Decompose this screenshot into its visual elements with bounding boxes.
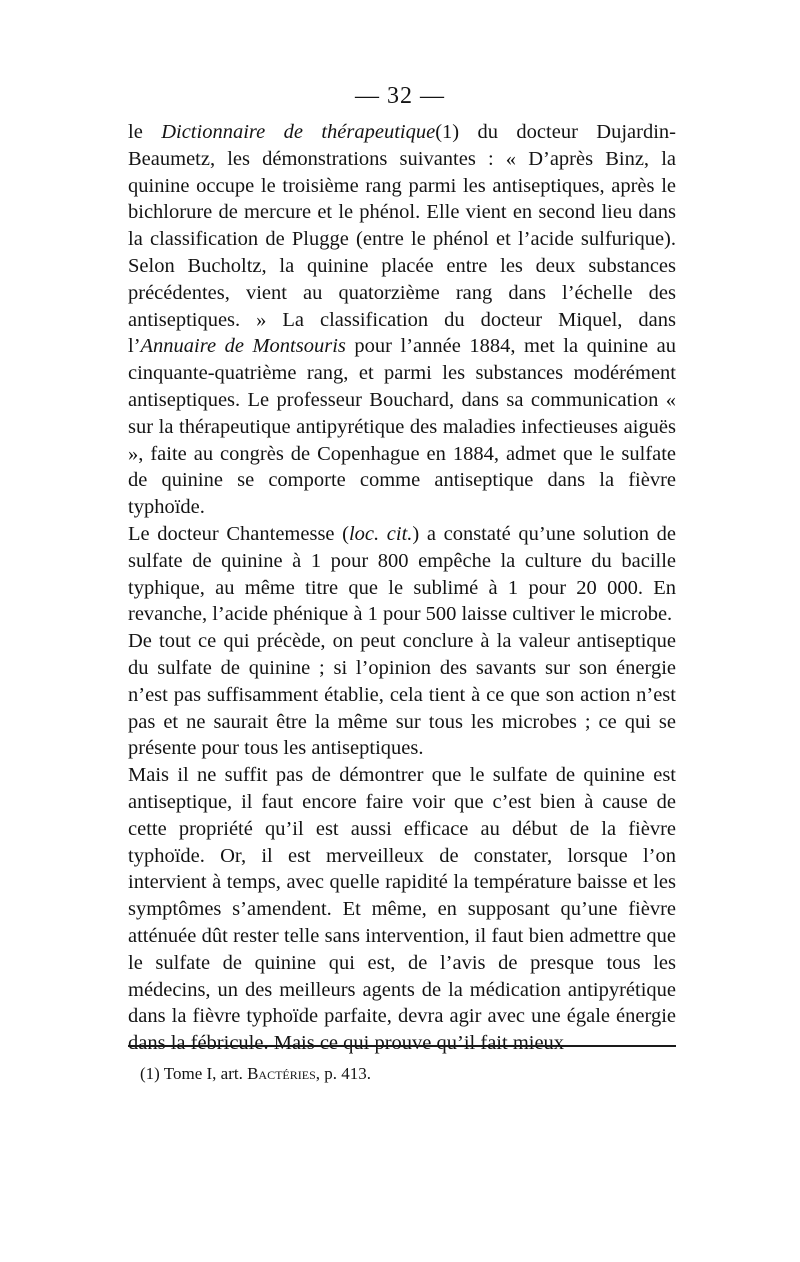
text-run: pour l’année 1884, met la quinine au cinquante-quatrième rang, et parmi les substances modérément antiseptiques. Le professeur Bouchard, dans sa communication « sur la thérapeutique antipyrétique des maladies infectieuses aiguës », faite au congrès de Copenhague en 1884, admet que le sulfate de quinine se comporte comme antiseptique dans la fièvre typhoïde.	[128, 335, 676, 519]
page-number: — 32 —	[355, 83, 445, 109]
text-run: Le docteur Chantemesse (	[128, 522, 349, 545]
footnote-marker: (1)	[140, 1064, 160, 1083]
footnote-text-end: , p. 413.	[315, 1064, 372, 1083]
paragraph-4	[128, 762, 676, 1057]
footnote-divider	[128, 1045, 676, 1047]
text-run: Mais il ne suffit pas de démontrer que le sulfate de quinine est antiseptique, il faut encore faire voir que c’est bien à cause de cette propriété qu’il est aussi efficace au début de la fièvre typhoïde. Or, il est merveilleux de constater, lorsque l’on intervient à temps, avec quelle rapidité la température baisse et les symptômes s’amendent. Et même, en supposant qu’une fièvre atténuée dût rester telle sans intervention, il faut bien admettre que le sulfate de quinine qui est, de l’avis de presque tous les médecins, un des meilleurs agents de la médication antipyrétique dans la fièvre typhoïde parfaite, devra agir avec une égale énergie dans la fébricule. Mais ce qui prouve qu’il fait mieux	[128, 764, 676, 1055]
paragraph-3	[128, 628, 676, 762]
paragraph-1	[128, 119, 676, 521]
text-run: (1) du docteur Dujardin-Beaumetz, les démonstrations suivantes : « D’après Binz, la quinine occupe le troisième rang parmi les antiseptiques, après le bichlorure de mercure et le phénol. Elle vient en second lieu dans la classification de Plugge (entre le phénol et l’acide sulfurique). Selon Bucholtz, la quinine placée entre les deux substances précédentes, vient au quatorzième rang dans l’échelle des antiseptiques. » La classification du docteur Miquel, dans l’	[128, 121, 676, 358]
footnote	[140, 1063, 371, 1085]
text-run: ) a constaté qu’une solution de sulfate de quinine à 1 pour 800 empêche la culture du bacille typhique, au même titre que le sublimé à 1 pour 20 000. En revanche, l’acide phénique à 1 pour 500 laisse cultiver le microbe.	[128, 522, 676, 626]
citation-italic: loc. cit.	[348, 522, 413, 545]
paragraph-2	[128, 521, 676, 628]
text-run: le	[128, 121, 162, 143]
book-title-italic: Dictionnaire de thérapeutique	[161, 121, 436, 143]
text-run: De tout ce qui précède, on peut conclure à la valeur antiseptique du sulfate de quinine ; si l’opinion des savants sur son énergie n’est pas suffisamment établie, cela tient à ce que son action n’est pas et ne saurait être la même sur tous les microbes ; ce qui se présente pour tous les antiseptiques.	[128, 630, 676, 760]
body-text	[128, 119, 676, 1057]
footnote-smallcaps: Bactéries	[247, 1064, 316, 1083]
annuaire-title-italic: Annuaire de Montsouris	[140, 335, 346, 358]
footnote-text: Tome I, art.	[159, 1064, 248, 1083]
